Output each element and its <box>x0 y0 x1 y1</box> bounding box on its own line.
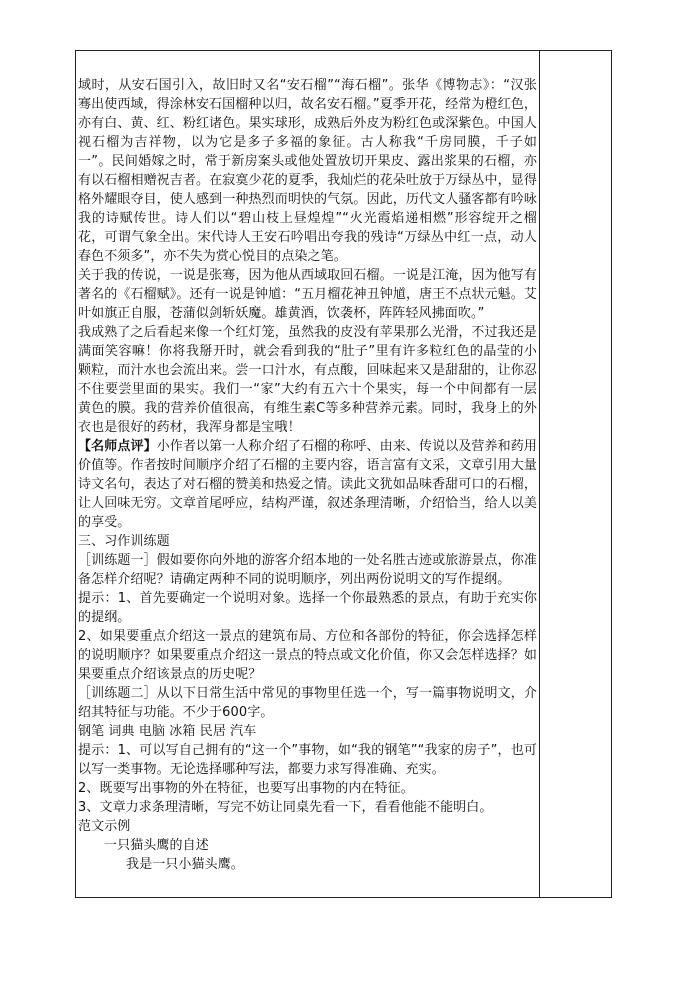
exercise-2-hint-3: 3、文章力求条理清晰，写完不妨让同桌先看一下，看看他能不能明白。 <box>78 800 493 815</box>
exercise-2-options: 钢笔 词典 电脑 冰箱 民居 汽车 <box>78 724 257 739</box>
sample-label: 范文示例 <box>78 819 131 834</box>
paragraph-pomegranate-history: 域时，从安石国引入，故旧时又名“安石榴”“海石榴”。张华《博物志》：“汉张骞出使西域，得涂林安石国榴种以归，故名安石榴。”夏季开花，经常为橙红色，亦有白、黄、红、粉红诸色。果实球形，成熟后外皮为粉红色或深紫色。中国人视石榴为吉祥物，以为它是多子多福的象征。古人称我“千房同膜，千子如一”。民间婚嫁之时，常于新房案头或他处置放切开果皮、露出浆果的石榴，亦有以石榴相赠祝吉者。在寂寞少花的夏季，我灿烂的花朵吐放于万绿丛中，显得格外耀眼夺目，使人感到一种热烈而明快的气氛。因此，历代文人骚客都有吟咏我的诗赋传世。诗人们以“碧山枝上昼煌煌”“火光霞焰递相燃”形容绽开之榴花，可谓气象全出。宋代诗人王安石吟唱出夸我的残诗“万绿丛中红一点，动人春色不须多”，亦不失为赏心悦目的点染之笔。 <box>78 78 537 264</box>
sample-first-line: 我是一只小猫头鹰。 <box>126 857 244 872</box>
sample-title: 一只猫头鹰的自述 <box>104 838 209 853</box>
paragraph-legends: 关于我的传说，一说是张骞，因为他从西域取回石榴。一说是江淹，因为他写有著名的《石榴赋》。还有一说是钟馗：“五月榴花神丑钟馗，唐王不点状元魁。艾叶如旗正自服，苍蒲似剑斩妖魔。雄黄酒，饮袭杯，阵阵轻风拂面吹。” <box>78 268 537 321</box>
exercise-1-prompt: ［训练题一］假如要你向外地的游客介绍本地的一处名胜古迹或旅游景点，你准备怎样介绍呢？请确定两种不同的说明顺序，列出两份说明文的写作提纲。 <box>78 553 537 587</box>
main-content-cell <box>78 76 537 874</box>
exercise-1-hint-2: 2、如果要重点介绍这一景点的建筑布局、方位和各部份的特征，你会选择怎样的说明顺序？如果要重点介绍这一景点的特点或文化价值，你又会怎样选择？如果要重点介绍该景点的历史呢？ <box>78 629 537 682</box>
document-table <box>75 50 612 898</box>
review-label: 【名师点评】 <box>78 439 157 454</box>
column-divider <box>539 51 540 897</box>
section-title: 三、习作训练题 <box>78 534 170 549</box>
exercise-2-hint-2: 2、既要写出事物的外在特征，也要写出事物的内在特征。 <box>78 781 414 796</box>
review-text: 小作者以第一人称介绍了石榴的称呼、由来、传说以及营养和药用价值等。作者按时间顺序介绍了石榴的主要内容，语言富有文采，文章引用大量诗文名句，表达了对石榴的赞美和热爱之情。读此文犹如品味香甜可口的石榴，让人回味无穷。文章首尾呼应，结构严谨，叙述条理清晰，介绍恰当，给人以美的享受。 <box>78 439 537 530</box>
exercise-1-hint-1: 提示：1、首先要确定一个说明对象。选择一个你最熟悉的景点，有助于充实你的提纲。 <box>78 591 537 625</box>
paragraph-fruit-description: 我成熟了之后看起来像一个红灯笼，虽然我的皮没有苹果那么光滑，不过我还是满面笑容嘛！你将我掰开时，就会看到我的“肚子”里有许多粒红色的晶莹的小颗粒，而汁水也会流出来。尝一口汁水，有点酸，回味起来又是甜甜的，让你忍不住要尝里面的果实。我们一“家”大约有五六十个果实，每一个中间都有一层黄色的膜。我的营养价值很高，有维生素C等多种营养元素。同时，我身上的外衣也是很好的药材，我浑身都是宝哦！ <box>78 325 537 435</box>
exercise-2-prompt: ［训练题二］从以下日常生活中常见的事物里任选一个，写一篇事物说明文，介绍其特征与功能。不少于600字。 <box>78 686 537 720</box>
teacher-review <box>78 437 537 532</box>
exercise-2-hint-1: 提示：1、可以写自己拥有的“这一个”事物，如“我的钢笔”“我家的房子”，也可以写一类事物。无论选择哪种写法，都要力求写得准确、充实。 <box>78 743 537 777</box>
